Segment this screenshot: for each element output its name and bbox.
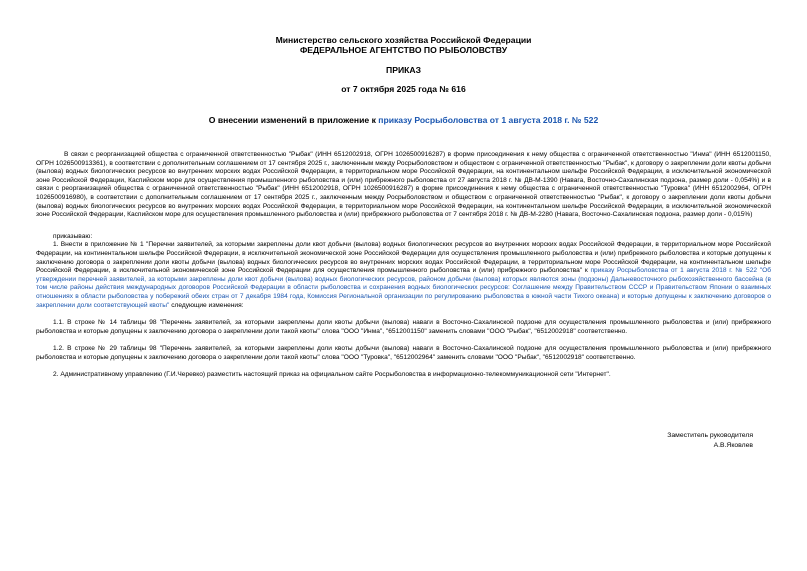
item-1-text-before: 1. Внести в приложение № 1 "Перечни заявителей, за которыми закреплены доли квот добычи (вылова) водных биологических ресурсов во внутренних морских водах Российской Федерации, в территориальном море Российской Федерации, на континентальном шельфе Российской Федерации, в исключительной экономической зоне Российской Федерации для осуществления промышленного рыболовства и (или) прибрежного рыболовства и которые допущены к заключению договора о закреплении доли квоты добычи (вылова) водных биологических ресурсов во внутренних морских водах Российской Федерации, в территориальном море Российской Федерации, на континентальном шельфе Российской Федерации, в исключительной экономической зоне Российской Федерации для осуществления промышленного рыболовства и (или) прибрежного рыболовства" к — [36, 241, 771, 275]
item-1-1: 1.1. В строке № 14 таблицы 98 "Перечень заявителей, за которыми закреплены доли квоты добычи (вылова) наваги в Восточно-Сахалинской подзоне для осуществления промышленного рыболовства и (или) прибрежного рыболовства и которые допущены к заключению договора о закреплении доли такой квоты" слова "ООО "Инма", "6512001150" заменить словами "ООО "Рыбак", "6512002918" соответственно. — [36, 319, 771, 335]
signature-block — [667, 431, 753, 451]
orders-word: приказываю: — [53, 232, 93, 240]
agency-name: ФЕДЕРАЛЬНОЕ АГЕНТСТВО ПО РЫБОЛОВСТВУ — [299, 45, 508, 55]
item-2: 2. Административному управлению (Г.И.Черевко) разместить настоящий приказ на официальном сайте Росрыболовства в информационно-телекоммуникационной сети "Интернет". — [53, 371, 611, 379]
document-date: от 7 октября 2025 года № 616 — [341, 84, 466, 94]
document-type: ПРИКАЗ — [386, 65, 421, 75]
preamble-paragraph: В связи с реорганизацией общества с ограниченной ответственностью "Рыбак" (ИНН 6512002918, ОГРН 1026500916287) в форме присоединения к нему общества с ограниченной ответственностью "Инма" (ИНН 6512001150, ОГРН 1026500913361), в соответствии с дополнительным соглашением от 17 сентября 2025 г., заключенным между Росрыболовством и обществом с ограниченной ответственностью "Рыбак", к договору о закреплении доли квоты добычи (вылова) водных биологических ресурсов во внутренних морских водах Российской Федерации, в территориальном море Российской Федерации, на континентальном шельфе Российской Федерации, в исключительной экономической зоне Российской Федерации, Каспийском море для осуществления промышленного рыболовства и (или) прибрежного рыболовства от 27 августа 2018 г. № ДВ-М-1390 (Навага, Восточно-Сахалинская подзона, размер доли - 0,054%) и в связи с реорганизацией общества с ограниченной ответственностью "Рыбак" (ИНН 6512002918, ОГРН 1026500916287) в форме присоединения к нему общества с ограниченной ответственностью "Туровка" (ИНН 6512002964, ОГРН 1026500916980), в соответствии с дополнительным соглашением от 17 сентября 2025 г., заключенным между Росрыболовством и обществом с ограниченной ответственностью "Рыбак", к договору о закреплении доли квоты добычи (вылова) водных биологических ресурсов во внутренних морских водах Российской Федерации, в территориальном море Российской Федерации, на континентальном шельфе Российской Федерации, в исключительной экономической зоне Российской Федерации, Каспийском море для осуществления промышленного рыболовства и (или) прибрежного рыболовства от 7 сентября 2018 г. № ДВ-М-2280 (Навага, Восточно-Сахалинская подзона, размер доли - 0,015%) — [36, 151, 771, 219]
signatory-name: А.В.Яковлев — [713, 442, 753, 449]
item-1-order-link[interactable]: приказу Росрыболовства от 1 августа 2018 г. № 522 — [590, 267, 758, 275]
item-1-2: 1.2. В строке № 29 таблицы 98 "Перечень заявителей, за которыми закреплены доли квоты добычи (вылова) наваги в Восточно-Сахалинской подзоне для осуществления промышленного рыболовства и (или) прибрежного рыболовства и которые допущены к заключению договора о закреплении доли такой квоты" слова "ООО "Туровка", "6512002964" заменить словами "ООО "Рыбак", "6512002918" соответственно. — [36, 345, 771, 361]
document-subject — [36, 115, 771, 125]
subject-prefix: О внесении изменений в приложение к — [208, 115, 379, 125]
ministry-name: Министерство сельского хозяйства Российской Федерации — [275, 35, 532, 45]
signatory-title: Заместитель руководителя — [667, 432, 753, 439]
item-1-order-title[interactable]: "Об утверждении перечней заявителей, за которыми закреплены доли квот добычи (вылова) водных биологических ресурсов, районом добычи (вылова) которых являются зоны (подзоны) Дальневосточного рыбохозяйственного бассейна (в том числе районы действия международных договоров Российской Федерации в области рыболовства и сохранения водных биологических ресурсов: Соглашение между Правительством СССР и Правительством Японии о взаимных отношениях в области рыболовства у побережий обеих стран от 7 декабря 1984 года, Комиссия Региональной организации по регулированию рыболовства в южной части Тихого океана) и которые допущены к заключению договоров о закреплении доли соответствующей квоты" — [36, 267, 772, 309]
item-1 — [36, 241, 771, 310]
item-1-text-after: следующие изменения: — [169, 301, 244, 309]
subject-link[interactable]: приказу Росрыболовства от 1 августа 2018 г. № 522 — [378, 115, 599, 125]
